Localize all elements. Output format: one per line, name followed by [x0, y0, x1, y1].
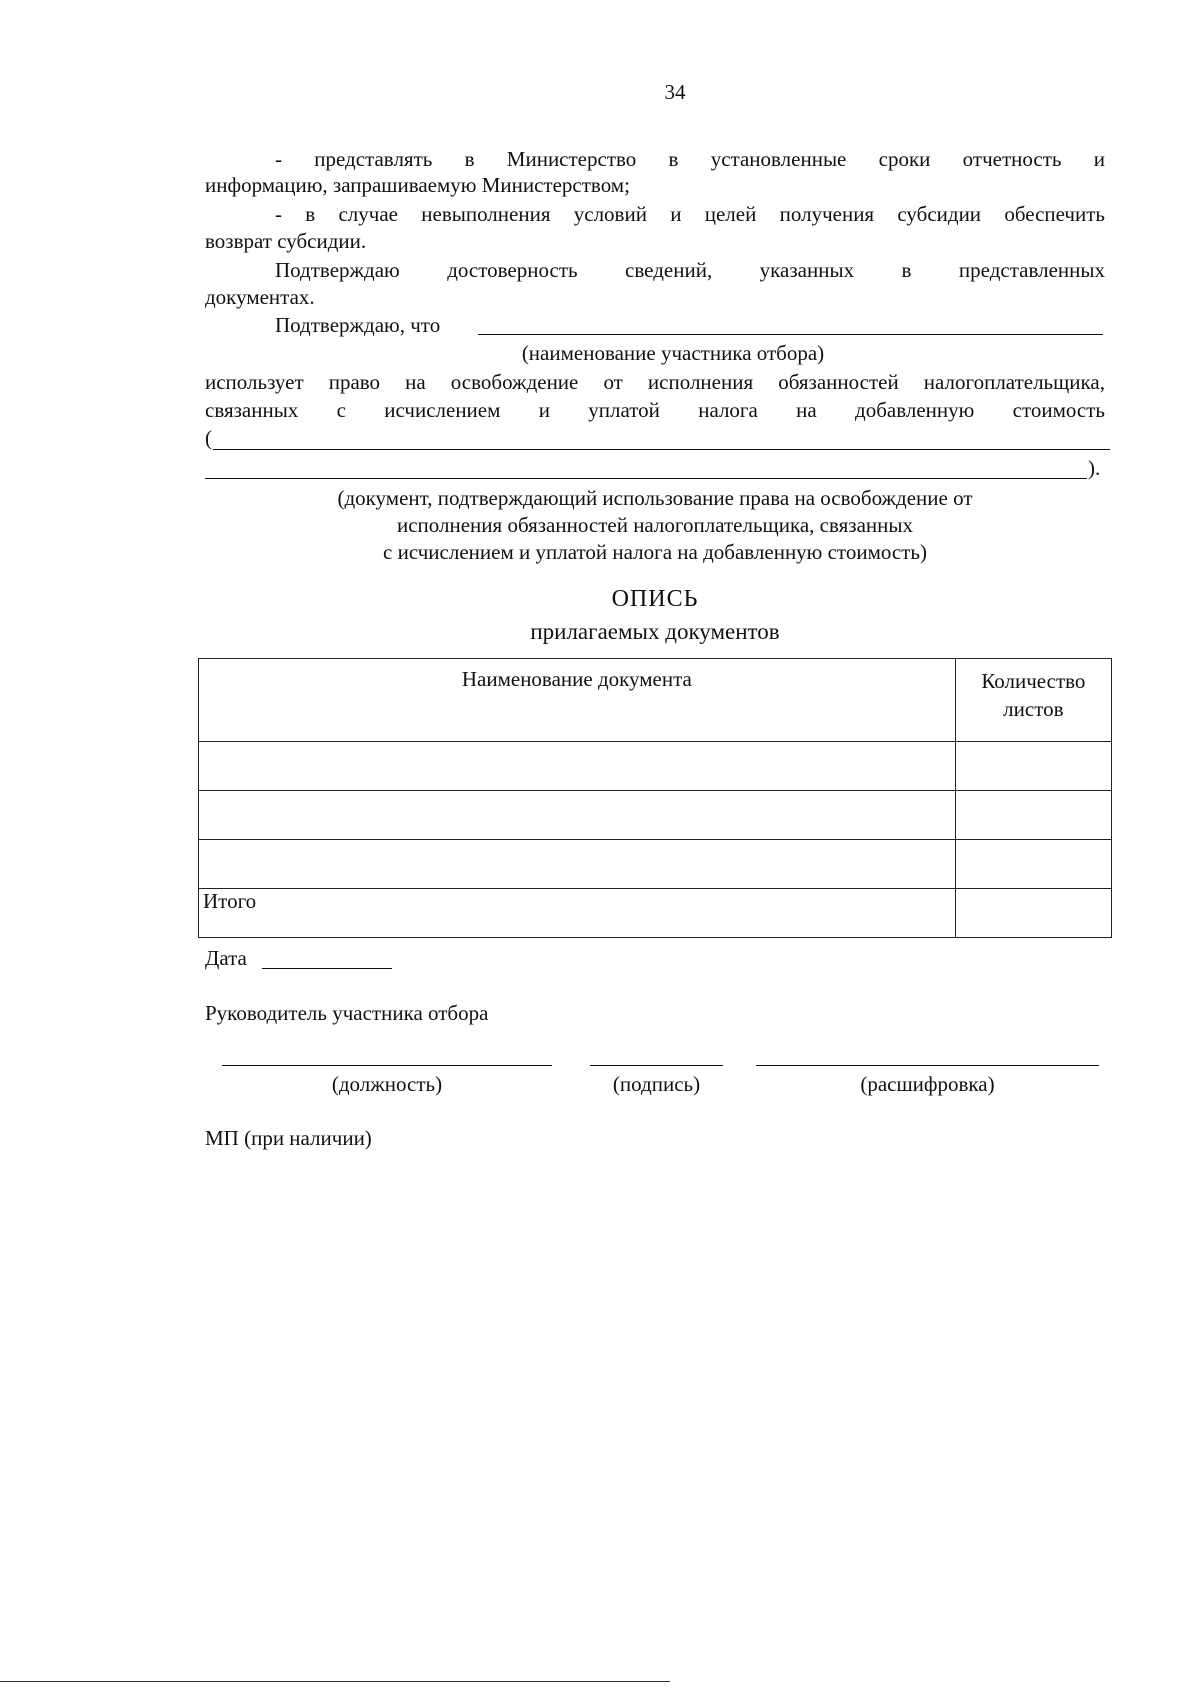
- table-header-row: [199, 659, 1112, 742]
- paragraph-report-line-2: информацию, запрашиваемую Министерством;: [205, 173, 630, 197]
- participant-name-caption: (наименование участника отбора): [521, 341, 825, 365]
- document-name-cell[interactable]: [199, 791, 956, 840]
- decoding-caption: (расшифровка): [860, 1072, 995, 1096]
- sheet-count-cell[interactable]: [955, 742, 1111, 791]
- paragraph-vat-line-2: связанных с исчислением и уплатой налога на добавленную стоимость: [205, 398, 1105, 422]
- decoding-field[interactable]: [756, 1065, 1099, 1066]
- vat-document-caption-line-2: исполнения обязанностей налогоплательщика, связанных: [397, 513, 913, 537]
- document-name-cell[interactable]: [199, 742, 956, 791]
- participant-name-field[interactable]: [478, 334, 1103, 335]
- footer-rule: [0, 1681, 670, 1682]
- paragraph-vat-line-1: использует право на освобождение от исполнения обязанностей налогоплательщика,: [205, 370, 1105, 394]
- document-name-cell[interactable]: [199, 840, 956, 889]
- paragraph-confirm-line-2: документах.: [205, 285, 315, 309]
- paragraph-report-line-1: - представлять в Министерство в установленные сроки отчетность и: [275, 147, 1105, 171]
- page-number: 34: [664, 80, 686, 104]
- paragraph-confirm-line-1: Подтверждаю достоверность сведений, указанных в представленных: [275, 258, 1105, 282]
- date-field[interactable]: [262, 968, 392, 969]
- header-sheet-count-line-2: листов: [1003, 697, 1064, 721]
- sheet-count-cell[interactable]: [955, 840, 1111, 889]
- position-caption: (должность): [331, 1072, 443, 1096]
- vat-document-caption-line-3: с исчислением и уплатой налога на добавленную стоимость): [383, 540, 927, 564]
- date-label: Дата: [205, 946, 247, 970]
- head-label: Руководитель участника отбора: [205, 1001, 489, 1025]
- vat-document-open-paren: (: [205, 426, 212, 450]
- vat-document-field-line-1[interactable]: [213, 449, 1110, 450]
- vat-document-caption-line-1: (документ, подтверждающий использование права на освобождение от: [337, 486, 973, 510]
- paragraph-participant-prefix: Подтверждаю, что: [275, 313, 441, 337]
- vat-document-field-line-2[interactable]: [205, 478, 1087, 479]
- paragraph-refund-line-1: - в случае невыполнения условий и целей получения субсидии обеспечить: [275, 202, 1105, 226]
- inventory-title: ОПИСЬ: [611, 586, 699, 612]
- total-label: Итого: [199, 889, 956, 938]
- vat-document-close-paren: ).: [1088, 456, 1101, 480]
- header-sheet-count-line-1: Количество: [981, 669, 1086, 693]
- paragraph-refund-line-2: возврат субсидии.: [205, 229, 367, 253]
- header-sheet-count: [955, 659, 1111, 742]
- table-row: [199, 742, 1112, 791]
- sheet-count-cell[interactable]: [955, 791, 1111, 840]
- table-row: [199, 840, 1112, 889]
- table-total-row: [199, 889, 1112, 938]
- position-field[interactable]: [222, 1065, 552, 1066]
- signature-field[interactable]: [590, 1065, 723, 1066]
- inventory-table: [198, 658, 1112, 938]
- total-count-cell[interactable]: [955, 889, 1111, 938]
- header-document-name: Наименование документа: [199, 659, 956, 742]
- table-row: [199, 791, 1112, 840]
- signature-caption: (подпись): [612, 1072, 701, 1096]
- seal-label: МП (при наличии): [205, 1126, 372, 1150]
- inventory-subtitle: прилагаемых документов: [530, 619, 780, 644]
